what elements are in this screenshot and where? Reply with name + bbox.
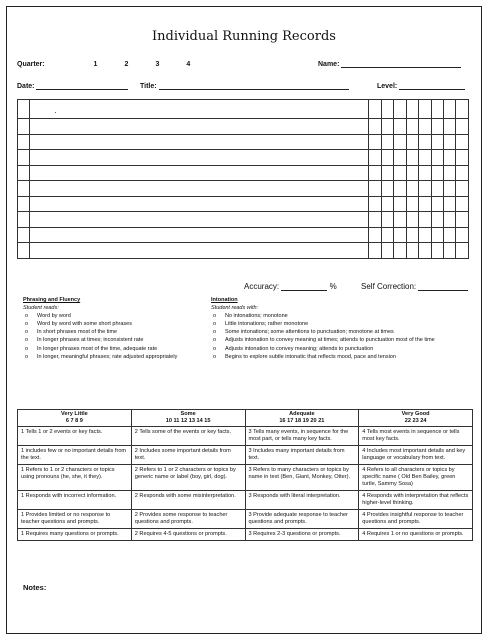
- level-label: Level:: [377, 83, 398, 90]
- grid-cell[interactable]: [456, 150, 469, 166]
- rubric-cell: 2 Refers to 1 or 2 characters or topics by generic name or label (boy, girl, dog).: [131, 465, 245, 491]
- phrasing-heading: Phrasing and Fluency: [23, 297, 81, 303]
- grid-cell[interactable]: [381, 227, 393, 243]
- grid-cell[interactable]: [369, 150, 381, 166]
- rubric-cell: 3 Includes many important details from text.: [245, 446, 359, 465]
- grid-row: [18, 150, 469, 166]
- grid-cell[interactable]: [18, 165, 30, 181]
- grid-cell[interactable]: [369, 181, 381, 197]
- grid-cell[interactable]: [419, 165, 431, 181]
- phrasing-item: o Word by word: [23, 312, 199, 320]
- grid-cell[interactable]: [394, 181, 406, 197]
- intonation-heading: Intonation: [211, 297, 238, 303]
- grid-cell[interactable]: [456, 227, 469, 243]
- rubric-cell: 4 Tells most events in sequence or tells most key facts.: [359, 427, 473, 446]
- intonation-item: o Some intonations; some attentions to punctuation; monotone at times: [211, 328, 473, 336]
- quarter-option[interactable]: 2: [124, 61, 129, 68]
- grid-cell[interactable]: [369, 134, 381, 150]
- page-title: Individual Running Records: [152, 29, 336, 44]
- grid-cell[interactable]: [431, 227, 443, 243]
- grid-cell[interactable]: [431, 100, 443, 119]
- grid-cell[interactable]: [444, 165, 456, 181]
- name-field[interactable]: [341, 67, 461, 68]
- grid-cell[interactable]: [369, 243, 381, 259]
- self-correction-label: Self Correction:: [361, 282, 417, 291]
- grid-cell[interactable]: [394, 100, 406, 119]
- level-field[interactable]: [399, 89, 465, 90]
- grid-cell[interactable]: [456, 196, 469, 212]
- grid-cell[interactable]: [394, 165, 406, 181]
- phrasing-item: o Word by word with some short phrases: [23, 320, 199, 328]
- grid-cell[interactable]: [456, 165, 469, 181]
- rubric-cell: 3 Tells many events, in sequence for the most part, or tells many key facts.: [245, 427, 359, 446]
- grid-cell[interactable]: [30, 165, 369, 181]
- grid-cell[interactable]: [419, 196, 431, 212]
- rubric-cell: 4 Includes most important details and key language or vocabulary from text.: [359, 446, 473, 465]
- grid-cell[interactable]: [30, 100, 369, 119]
- rubric-table: [17, 409, 473, 541]
- rubric-column-header: [18, 410, 132, 427]
- grid-cell[interactable]: [406, 196, 418, 212]
- grid-mark: .: [54, 106, 57, 115]
- intonation-subheading: Student reads with:: [211, 305, 259, 312]
- rubric-cell: 3 Requires 2-3 questions or prompts.: [245, 529, 359, 541]
- phrasing-item: o In longer phrases most of the time, adequate rate: [23, 345, 199, 353]
- phrasing-list: [23, 312, 199, 361]
- grid-cell[interactable]: [419, 150, 431, 166]
- rubric-cell: 2 Includes some important details from text.: [131, 446, 245, 465]
- grid-cell[interactable]: [419, 243, 431, 259]
- notes-label: Notes:: [23, 583, 47, 592]
- grid-cell[interactable]: [394, 150, 406, 166]
- name-row: [318, 61, 461, 68]
- rubric-cell: 2 Tells some of the events or key facts.: [131, 427, 245, 446]
- phrasing-item: o In longer, meaningful phrases; rate adjusted appropriately: [23, 353, 199, 361]
- grid-cell[interactable]: [456, 134, 469, 150]
- grid-cell[interactable]: [406, 243, 418, 259]
- book-title-label: Title:: [140, 83, 157, 90]
- phrasing-item: o In longer phrases at times; inconsistent rate: [23, 336, 199, 344]
- grid-cell[interactable]: [406, 134, 418, 150]
- grid-cell[interactable]: [419, 119, 431, 135]
- grid-cell[interactable]: [381, 134, 393, 150]
- grid-cell[interactable]: [431, 165, 443, 181]
- grid-cell[interactable]: [419, 227, 431, 243]
- rubric-cell: 3 Refers to many characters or topics by name in text (Ben, Giant, Monkey, Otter).: [245, 465, 359, 491]
- grid-cell[interactable]: [431, 150, 443, 166]
- rubric-row: [18, 427, 473, 446]
- book-title-field[interactable]: [159, 89, 349, 90]
- grid-cell[interactable]: [406, 181, 418, 197]
- rubric-level-name: Some: [180, 411, 196, 417]
- rubric-cell: 1 Refers to 1 or 2 characters or topics using pronouns (he, she, it they).: [18, 465, 132, 491]
- grid-cell[interactable]: [431, 134, 443, 150]
- rubric-cell: 4 Provides insightful response to teacher questions and prompts.: [359, 510, 473, 529]
- grid-cell[interactable]: [18, 181, 30, 197]
- grid-cell[interactable]: [369, 165, 381, 181]
- grid-cell[interactable]: [431, 119, 443, 135]
- grid-cell[interactable]: [419, 100, 431, 119]
- grid-cell[interactable]: [394, 196, 406, 212]
- grid-cell[interactable]: [30, 119, 369, 135]
- grid-cell[interactable]: [381, 119, 393, 135]
- name-label: Name:: [318, 61, 340, 68]
- grid-row: [18, 227, 469, 243]
- accuracy-label: Accuracy:: [244, 282, 280, 291]
- grid-cell[interactable]: [444, 212, 456, 228]
- grid-cell[interactable]: [369, 212, 381, 228]
- grid-cell[interactable]: [456, 119, 469, 135]
- phrasing-item: o In short phrases most of the time: [23, 328, 199, 336]
- grid-cell[interactable]: [444, 119, 456, 135]
- rubric-column-header: [359, 410, 473, 427]
- grid-row: [18, 243, 469, 259]
- rubric-level-name: Very Little: [61, 411, 88, 417]
- rubric-level-scores: 16 17 18 19 20 21: [279, 418, 325, 424]
- rubric-row: [18, 491, 473, 510]
- grid-cell[interactable]: [431, 196, 443, 212]
- grid-cell[interactable]: [444, 227, 456, 243]
- book-title-row: [140, 83, 349, 90]
- quarter-label: Quarter:: [17, 61, 45, 68]
- phrasing-section: [23, 296, 199, 361]
- grid-cell[interactable]: [431, 212, 443, 228]
- rubric-cell: 2 Responds with some misinterpretation.: [131, 491, 245, 510]
- grid-cell[interactable]: [381, 100, 393, 119]
- grid-cell[interactable]: [394, 119, 406, 135]
- grid-cell[interactable]: [406, 165, 418, 181]
- rubric-row: [18, 529, 473, 541]
- rubric-level-scores: 6 7 8 9: [65, 418, 83, 424]
- grid-cell[interactable]: [419, 212, 431, 228]
- grid-cell[interactable]: [444, 100, 456, 119]
- grid-cell[interactable]: [394, 134, 406, 150]
- grid-cell[interactable]: [369, 119, 381, 135]
- grid-cell[interactable]: [381, 243, 393, 259]
- grid-cell[interactable]: [18, 212, 30, 228]
- grid-cell[interactable]: [444, 243, 456, 259]
- grid-cell[interactable]: [18, 134, 30, 150]
- date-row: [17, 83, 128, 90]
- grid-row: [18, 196, 469, 212]
- accuracy-unit: %: [329, 282, 337, 291]
- grid-cell[interactable]: [381, 181, 393, 197]
- rubric-level-name: Adequate: [289, 411, 315, 417]
- grid-cell[interactable]: [369, 196, 381, 212]
- grid-cell[interactable]: [406, 227, 418, 243]
- grid-cell[interactable]: [456, 100, 469, 119]
- grid-cell[interactable]: [394, 243, 406, 259]
- grid-cell[interactable]: [444, 196, 456, 212]
- intonation-item: o Begins to explore subtle intonatic that reflects mood, pace and tension: [211, 353, 473, 361]
- intonation-item: o Little intonations; rather monotone: [211, 320, 473, 328]
- grid-cell[interactable]: [369, 100, 381, 119]
- rubric-header-row: [18, 410, 473, 427]
- date-label: Date:: [17, 83, 35, 90]
- grid-row: [18, 212, 469, 228]
- rubric-column-header: [245, 410, 359, 427]
- grid-cell[interactable]: [406, 100, 418, 119]
- rubric-row: [18, 510, 473, 529]
- grid-row: [18, 134, 469, 150]
- intonation-item: o Adjusts intonation to convey meaning; attends to punctuation: [211, 345, 473, 353]
- quarter-option[interactable]: 3: [155, 61, 160, 68]
- grid-cell[interactable]: [30, 150, 369, 166]
- accuracy-field[interactable]: [281, 290, 327, 291]
- grid-cell[interactable]: [30, 181, 369, 197]
- rubric-cell: 4 Requires 1 or no questions or prompts.: [359, 529, 473, 541]
- grid-row: [18, 100, 469, 119]
- level-row: [377, 83, 465, 90]
- rubric-level-scores: 10 11 12 13 14 15: [165, 418, 211, 424]
- grid-row: [18, 165, 469, 181]
- grid-cell[interactable]: [419, 181, 431, 197]
- grid-cell[interactable]: [444, 181, 456, 197]
- worksheet-page: [6, 6, 482, 634]
- grid-cell[interactable]: [18, 227, 30, 243]
- rubric-cell: 4 Refers to all characters or topics by specific name ( Old Ben Bailey, green turtle, Sammy Sosa): [359, 465, 473, 491]
- intonation-list: [211, 312, 473, 361]
- rubric-cell: 1 includes few or no important details from the text.: [18, 446, 132, 465]
- grid-cell[interactable]: [406, 212, 418, 228]
- self-correction-row: [361, 282, 468, 291]
- date-field[interactable]: [36, 89, 128, 90]
- grid-cell[interactable]: [444, 150, 456, 166]
- rubric-column-header: [131, 410, 245, 427]
- grid-cell[interactable]: [406, 150, 418, 166]
- grid-cell[interactable]: [394, 227, 406, 243]
- grid-cell[interactable]: [30, 134, 369, 150]
- quarter-option[interactable]: 4: [186, 61, 191, 68]
- grid-cell[interactable]: [18, 243, 30, 259]
- rubric-level-scores: 22 23 24: [404, 418, 427, 424]
- grid-row: [18, 181, 469, 197]
- grid-cell[interactable]: [431, 243, 443, 259]
- rubric-cell: 3 Responds with literal interpretation.: [245, 491, 359, 510]
- rubric-row: [18, 465, 473, 491]
- rubric-row: [18, 446, 473, 465]
- intonation-item: o No intonations; monotone: [211, 312, 473, 320]
- grid-row: [18, 119, 469, 135]
- rubric-cell: 3 Provide adequate response to teacher questions and prompts.: [245, 510, 359, 529]
- grid-cell[interactable]: [394, 212, 406, 228]
- rubric-cell: 1 Requires many questions or prompts.: [18, 529, 132, 541]
- grid-cell[interactable]: [18, 119, 30, 135]
- grid-cell[interactable]: [419, 134, 431, 150]
- grid-cell[interactable]: [30, 243, 369, 259]
- grid-cell[interactable]: [30, 212, 369, 228]
- grid-cell[interactable]: [30, 227, 369, 243]
- rubric-cell: 2 Provides some response to teacher questions and prompts.: [131, 510, 245, 529]
- running-record-grid: [17, 99, 469, 259]
- rubric-cell: 1 Responds with incorrect information.: [18, 491, 132, 510]
- grid-cell[interactable]: [381, 212, 393, 228]
- rubric-cell: 4 Responds with interpretation that reflects higher-level thinking.: [359, 491, 473, 510]
- grid-cell[interactable]: [381, 196, 393, 212]
- grid-cell[interactable]: [456, 212, 469, 228]
- grid-cell[interactable]: [431, 181, 443, 197]
- rubric-level-name: Very Good: [401, 411, 430, 417]
- rubric-cell: 1 Tells 1 or 2 events or key facts.: [18, 427, 132, 446]
- grid-cell[interactable]: [369, 227, 381, 243]
- rubric-cell: 1 Provides limited or no response to teacher questions and prompts.: [18, 510, 132, 529]
- accuracy-row: [244, 282, 337, 291]
- grid-cell[interactable]: [456, 181, 469, 197]
- grid-cell[interactable]: [381, 150, 393, 166]
- grid-cell[interactable]: [18, 196, 30, 212]
- phrasing-subheading: Student reads:: [23, 305, 59, 312]
- grid-cell[interactable]: [456, 243, 469, 259]
- grid-cell[interactable]: [381, 165, 393, 181]
- grid-cell[interactable]: [18, 100, 30, 119]
- quarter-option[interactable]: 1: [93, 61, 98, 68]
- quarter-row: [17, 61, 190, 68]
- intonation-section: [211, 296, 473, 361]
- grid-cell[interactable]: [30, 196, 369, 212]
- intonation-item: o Adjusts intonation to convey meaning at times; attends to punctuation most of the time: [211, 336, 473, 344]
- grid-cell[interactable]: [18, 150, 30, 166]
- self-correction-field[interactable]: [418, 290, 468, 291]
- grid-cell[interactable]: [406, 119, 418, 135]
- grid-cell[interactable]: [444, 134, 456, 150]
- rubric-cell: 2 Requires 4-5 questions or prompts.: [131, 529, 245, 541]
